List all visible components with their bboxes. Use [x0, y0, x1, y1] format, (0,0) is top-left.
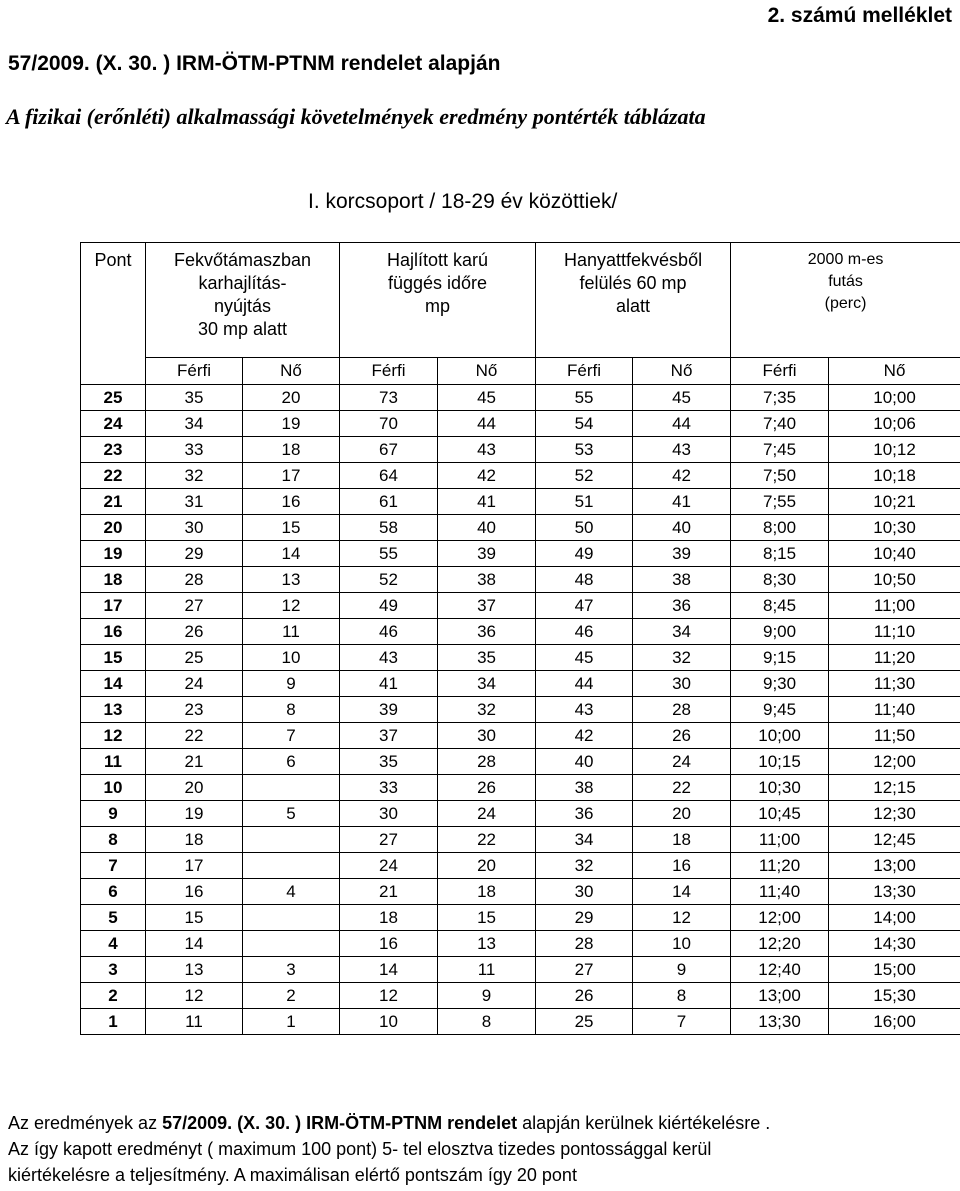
cell-situp-male: 49: [536, 541, 633, 567]
cell-situp-female: 26: [633, 723, 731, 749]
cell-hang-female: 43: [438, 437, 536, 463]
cell-hang-male: 61: [340, 489, 438, 515]
cell-pont: 8: [81, 827, 146, 853]
header-pushup-line: nyújtás: [213, 296, 272, 316]
header-situp-line: Hanyattfekvésből: [564, 250, 703, 270]
cell-pushup-female: 4: [243, 879, 340, 905]
cell-run-female: 10;21: [829, 489, 960, 515]
cell-pushup-female: 8: [243, 697, 340, 723]
cell-run-male: 12;20: [731, 931, 829, 957]
document-title: A fizikai (erőnléti) alkalmassági követelmények eredmény pontérték táblázata: [6, 104, 706, 129]
subheader-female: Nő: [829, 358, 960, 385]
cell-pont: 5: [81, 905, 146, 931]
cell-situp-female: 44: [633, 411, 731, 437]
cell-situp-male: 51: [536, 489, 633, 515]
cell-situp-male: 26: [536, 983, 633, 1009]
cell-hang-male: 35: [340, 749, 438, 775]
cell-situp-female: 43: [633, 437, 731, 463]
cell-hang-male: 70: [340, 411, 438, 437]
cell-pushup-male: 18: [146, 827, 243, 853]
cell-run-female: 11;00: [829, 593, 960, 619]
cell-pushup-female: [243, 853, 340, 879]
header-pont: Pont: [81, 243, 146, 385]
footer-line-2: Az így kapott eredményt ( maximum 100 pont) 5- tel elosztva tizedes pontossággal kerül: [8, 1139, 712, 1159]
header-hang: [340, 243, 536, 358]
cell-hang-female: 40: [438, 515, 536, 541]
cell-pushup-female: 18: [243, 437, 340, 463]
cell-pushup-male: 34: [146, 411, 243, 437]
cell-pushup-female: 20: [243, 385, 340, 411]
cell-hang-female: 24: [438, 801, 536, 827]
header-pushup-line: 30 mp alatt: [197, 319, 288, 339]
cell-pushup-female: 17: [243, 463, 340, 489]
cell-situp-female: 39: [633, 541, 731, 567]
cell-pont: 2: [81, 983, 146, 1009]
table-row: [81, 749, 960, 775]
cell-pushup-female: 12: [243, 593, 340, 619]
cell-situp-female: 14: [633, 879, 731, 905]
cell-hang-male: 18: [340, 905, 438, 931]
cell-run-male: 9;15: [731, 645, 829, 671]
cell-pushup-female: 5: [243, 801, 340, 827]
cell-pushup-male: 29: [146, 541, 243, 567]
cell-situp-male: 48: [536, 567, 633, 593]
cell-hang-male: 21: [340, 879, 438, 905]
table-row: [81, 645, 960, 671]
cell-pushup-male: 15: [146, 905, 243, 931]
table-row: [81, 827, 960, 853]
cell-situp-male: 29: [536, 905, 633, 931]
cell-situp-male: 44: [536, 671, 633, 697]
cell-hang-female: 11: [438, 957, 536, 983]
cell-hang-male: 58: [340, 515, 438, 541]
cell-run-female: 16;00: [829, 1009, 960, 1035]
cell-pushup-male: 28: [146, 567, 243, 593]
cell-pont: 21: [81, 489, 146, 515]
cell-pont: 9: [81, 801, 146, 827]
cell-pushup-female: 14: [243, 541, 340, 567]
header-run-line: 2000 m-es: [807, 251, 884, 268]
cell-pushup-female: [243, 827, 340, 853]
cell-pushup-female: 7: [243, 723, 340, 749]
table-subheader-row: [81, 358, 960, 385]
cell-situp-female: 18: [633, 827, 731, 853]
cell-run-male: 10;45: [731, 801, 829, 827]
cell-run-female: 13;30: [829, 879, 960, 905]
header-run: [731, 243, 960, 358]
footer-line-1: [8, 1110, 958, 1136]
cell-pushup-female: 6: [243, 749, 340, 775]
table-row: [81, 463, 960, 489]
cell-run-male: 7;45: [731, 437, 829, 463]
cell-situp-male: 52: [536, 463, 633, 489]
cell-hang-male: 43: [340, 645, 438, 671]
cell-run-female: 11;50: [829, 723, 960, 749]
cell-situp-male: 28: [536, 931, 633, 957]
cell-run-female: 15;00: [829, 957, 960, 983]
cell-pont: 13: [81, 697, 146, 723]
cell-pont: 4: [81, 931, 146, 957]
cell-hang-male: 73: [340, 385, 438, 411]
cell-run-male: 12;00: [731, 905, 829, 931]
subheader-male: Férfi: [731, 358, 829, 385]
cell-pushup-female: 13: [243, 567, 340, 593]
score-table: [80, 242, 960, 1035]
cell-pushup-female: 10: [243, 645, 340, 671]
cell-hang-female: 36: [438, 619, 536, 645]
table-body: [81, 385, 960, 1035]
cell-pont: 25: [81, 385, 146, 411]
cell-run-male: 10;30: [731, 775, 829, 801]
cell-pont: 14: [81, 671, 146, 697]
table-row: [81, 775, 960, 801]
cell-situp-female: 24: [633, 749, 731, 775]
cell-run-female: 10;30: [829, 515, 960, 541]
table-row: [81, 957, 960, 983]
cell-situp-female: 40: [633, 515, 731, 541]
cell-situp-female: 38: [633, 567, 731, 593]
cell-hang-female: 42: [438, 463, 536, 489]
cell-hang-female: 41: [438, 489, 536, 515]
cell-pont: 20: [81, 515, 146, 541]
table-row: [81, 879, 960, 905]
cell-situp-male: 45: [536, 645, 633, 671]
cell-pushup-male: 21: [146, 749, 243, 775]
cell-run-female: 14;00: [829, 905, 960, 931]
cell-situp-female: 10: [633, 931, 731, 957]
subheader-male: Férfi: [146, 358, 243, 385]
cell-hang-male: 37: [340, 723, 438, 749]
cell-situp-female: 22: [633, 775, 731, 801]
cell-hang-male: 12: [340, 983, 438, 1009]
cell-pont: 18: [81, 567, 146, 593]
cell-pushup-female: 15: [243, 515, 340, 541]
cell-pont: 7: [81, 853, 146, 879]
cell-hang-male: 30: [340, 801, 438, 827]
table-row: [81, 489, 960, 515]
cell-run-male: 7;50: [731, 463, 829, 489]
cell-situp-male: 53: [536, 437, 633, 463]
cell-hang-female: 26: [438, 775, 536, 801]
cell-situp-female: 12: [633, 905, 731, 931]
cell-situp-female: 20: [633, 801, 731, 827]
cell-hang-male: 64: [340, 463, 438, 489]
cell-pushup-male: 20: [146, 775, 243, 801]
cell-situp-female: 9: [633, 957, 731, 983]
cell-situp-male: 40: [536, 749, 633, 775]
cell-situp-male: 30: [536, 879, 633, 905]
table-row: [81, 931, 960, 957]
cell-run-male: 11;00: [731, 827, 829, 853]
cell-pushup-female: 16: [243, 489, 340, 515]
cell-hang-male: 67: [340, 437, 438, 463]
cell-situp-male: 46: [536, 619, 633, 645]
header-situp: [536, 243, 731, 358]
header-pushup: [146, 243, 340, 358]
cell-pont: 10: [81, 775, 146, 801]
subheader-male: Férfi: [536, 358, 633, 385]
table-row: [81, 567, 960, 593]
table-row: [81, 853, 960, 879]
cell-situp-female: 45: [633, 385, 731, 411]
table-row: [81, 437, 960, 463]
age-group-heading: I. korcsoport / 18-29 év közöttiek/: [308, 190, 618, 213]
cell-pushup-male: 17: [146, 853, 243, 879]
cell-run-male: 9;45: [731, 697, 829, 723]
cell-hang-female: 13: [438, 931, 536, 957]
cell-hang-male: 33: [340, 775, 438, 801]
cell-run-female: 11;30: [829, 671, 960, 697]
cell-hang-female: 45: [438, 385, 536, 411]
cell-hang-male: 27: [340, 827, 438, 853]
cell-hang-female: 39: [438, 541, 536, 567]
cell-pushup-female: [243, 905, 340, 931]
header-run-line: (perc): [824, 295, 867, 312]
cell-run-female: 12;45: [829, 827, 960, 853]
cell-run-female: 10;50: [829, 567, 960, 593]
cell-run-male: 13;00: [731, 983, 829, 1009]
table-row: [81, 593, 960, 619]
header-hang-line: mp: [425, 296, 451, 316]
footer-line-3: kiértékelésre a teljesítmény. A maximálisan elértő pontszám így 20 pont: [8, 1165, 577, 1185]
decree-reference: 57/2009. (X. 30. ) IRM-ÖTM-PTNM rendelet alapján: [8, 52, 501, 75]
cell-situp-male: 38: [536, 775, 633, 801]
cell-run-male: 8;00: [731, 515, 829, 541]
cell-hang-female: 22: [438, 827, 536, 853]
cell-situp-male: 32: [536, 853, 633, 879]
cell-situp-male: 25: [536, 1009, 633, 1035]
cell-pont: 17: [81, 593, 146, 619]
cell-hang-female: 34: [438, 671, 536, 697]
cell-run-male: 8;15: [731, 541, 829, 567]
cell-situp-female: 34: [633, 619, 731, 645]
cell-situp-female: 36: [633, 593, 731, 619]
cell-run-male: 7;35: [731, 385, 829, 411]
cell-hang-male: 16: [340, 931, 438, 957]
cell-pushup-male: 14: [146, 931, 243, 957]
table-row: [81, 541, 960, 567]
subheader-female: Nő: [438, 358, 536, 385]
cell-run-female: 10;18: [829, 463, 960, 489]
table-row: [81, 411, 960, 437]
cell-run-female: 12;00: [829, 749, 960, 775]
cell-run-male: 8;45: [731, 593, 829, 619]
cell-hang-male: 46: [340, 619, 438, 645]
cell-pont: 22: [81, 463, 146, 489]
cell-pushup-male: 32: [146, 463, 243, 489]
cell-hang-female: 9: [438, 983, 536, 1009]
cell-situp-male: 42: [536, 723, 633, 749]
cell-pont: 15: [81, 645, 146, 671]
footer-line-1-decree: 57/2009. (X. 30. ) IRM-ÖTM-PTNM rendelet: [162, 1113, 518, 1133]
cell-pushup-female: [243, 775, 340, 801]
cell-hang-female: 20: [438, 853, 536, 879]
header-situp-line: alatt: [616, 296, 651, 316]
table-row: [81, 671, 960, 697]
header-pushup-line: Fekvőtámaszban: [173, 250, 312, 270]
cell-pushup-male: 12: [146, 983, 243, 1009]
cell-run-male: 10;00: [731, 723, 829, 749]
cell-hang-male: 14: [340, 957, 438, 983]
subheader-female: Nő: [633, 358, 731, 385]
cell-hang-female: 37: [438, 593, 536, 619]
subheader-female: Nő: [243, 358, 340, 385]
cell-run-female: 13;00: [829, 853, 960, 879]
cell-situp-female: 30: [633, 671, 731, 697]
cell-pont: 11: [81, 749, 146, 775]
cell-run-female: 10;12: [829, 437, 960, 463]
cell-situp-male: 34: [536, 827, 633, 853]
cell-hang-female: 15: [438, 905, 536, 931]
cell-hang-female: 32: [438, 697, 536, 723]
cell-run-female: 11;10: [829, 619, 960, 645]
cell-run-female: 15;30: [829, 983, 960, 1009]
cell-pushup-male: 25: [146, 645, 243, 671]
footer-note: [8, 1110, 958, 1188]
cell-run-male: 9;30: [731, 671, 829, 697]
cell-pont: 1: [81, 1009, 146, 1035]
header-run-line: futás: [828, 273, 863, 290]
cell-run-female: 10;00: [829, 385, 960, 411]
cell-run-male: 7;55: [731, 489, 829, 515]
header-situp-line: felülés 60 mp: [579, 273, 687, 293]
header-pushup-line: karhajlítás-: [198, 273, 287, 293]
cell-situp-female: 41: [633, 489, 731, 515]
cell-hang-female: 8: [438, 1009, 536, 1035]
cell-pont: 16: [81, 619, 146, 645]
cell-pushup-female: 19: [243, 411, 340, 437]
cell-pont: 6: [81, 879, 146, 905]
cell-pushup-female: 1: [243, 1009, 340, 1035]
cell-situp-male: 54: [536, 411, 633, 437]
cell-run-female: 10;06: [829, 411, 960, 437]
cell-situp-male: 43: [536, 697, 633, 723]
cell-hang-male: 24: [340, 853, 438, 879]
cell-pushup-female: 2: [243, 983, 340, 1009]
cell-run-male: 12;40: [731, 957, 829, 983]
cell-situp-female: 16: [633, 853, 731, 879]
cell-run-female: 11;40: [829, 697, 960, 723]
cell-pushup-male: 30: [146, 515, 243, 541]
cell-hang-female: 35: [438, 645, 536, 671]
cell-pont: 3: [81, 957, 146, 983]
annex-label: 2. számú melléklet: [767, 4, 952, 27]
cell-pont: 23: [81, 437, 146, 463]
cell-run-female: 14;30: [829, 931, 960, 957]
cell-run-female: 11;20: [829, 645, 960, 671]
footer-line-1-post: alapján kerülnek kiértékelésre .: [517, 1113, 771, 1133]
cell-pushup-male: 26: [146, 619, 243, 645]
cell-hang-male: 49: [340, 593, 438, 619]
cell-situp-male: 36: [536, 801, 633, 827]
cell-hang-male: 41: [340, 671, 438, 697]
cell-situp-female: 28: [633, 697, 731, 723]
cell-hang-female: 18: [438, 879, 536, 905]
cell-run-female: 10;40: [829, 541, 960, 567]
cell-hang-female: 38: [438, 567, 536, 593]
cell-pushup-female: 3: [243, 957, 340, 983]
table-row: [81, 619, 960, 645]
cell-run-male: 7;40: [731, 411, 829, 437]
cell-pushup-female: [243, 931, 340, 957]
table-header-row: [81, 243, 960, 358]
cell-situp-female: 42: [633, 463, 731, 489]
cell-pont: 24: [81, 411, 146, 437]
table-row: [81, 385, 960, 411]
cell-situp-male: 27: [536, 957, 633, 983]
cell-pushup-male: 27: [146, 593, 243, 619]
table-row: [81, 723, 960, 749]
cell-pushup-male: 16: [146, 879, 243, 905]
cell-hang-female: 44: [438, 411, 536, 437]
cell-hang-male: 39: [340, 697, 438, 723]
cell-pushup-male: 13: [146, 957, 243, 983]
table-row: [81, 801, 960, 827]
cell-hang-female: 30: [438, 723, 536, 749]
cell-hang-male: 10: [340, 1009, 438, 1035]
cell-pushup-male: 19: [146, 801, 243, 827]
cell-situp-female: 7: [633, 1009, 731, 1035]
table-row: [81, 905, 960, 931]
cell-situp-male: 50: [536, 515, 633, 541]
cell-run-female: 12;30: [829, 801, 960, 827]
table-row: [81, 515, 960, 541]
cell-run-male: 11;20: [731, 853, 829, 879]
cell-pushup-male: 33: [146, 437, 243, 463]
cell-run-male: 11;40: [731, 879, 829, 905]
cell-hang-male: 55: [340, 541, 438, 567]
cell-hang-female: 28: [438, 749, 536, 775]
cell-pushup-male: 11: [146, 1009, 243, 1035]
cell-run-male: 9;00: [731, 619, 829, 645]
cell-pushup-male: 24: [146, 671, 243, 697]
cell-run-female: 12;15: [829, 775, 960, 801]
cell-situp-male: 55: [536, 385, 633, 411]
cell-pont: 19: [81, 541, 146, 567]
cell-situp-female: 8: [633, 983, 731, 1009]
cell-pushup-male: 31: [146, 489, 243, 515]
cell-situp-male: 47: [536, 593, 633, 619]
cell-situp-female: 32: [633, 645, 731, 671]
header-hang-line: Hajlított karú: [387, 250, 489, 270]
footer-line-1-pre: Az eredmények az: [8, 1113, 163, 1133]
table-row: [81, 697, 960, 723]
header-hang-line: függés időre: [387, 273, 488, 293]
cell-hang-male: 52: [340, 567, 438, 593]
cell-pushup-female: 9: [243, 671, 340, 697]
cell-pushup-male: 35: [146, 385, 243, 411]
table-row: [81, 1009, 960, 1035]
subheader-male: Férfi: [340, 358, 438, 385]
cell-run-male: 10;15: [731, 749, 829, 775]
cell-pushup-male: 23: [146, 697, 243, 723]
cell-run-male: 8;30: [731, 567, 829, 593]
table-row: [81, 983, 960, 1009]
cell-pushup-male: 22: [146, 723, 243, 749]
cell-pushup-female: 11: [243, 619, 340, 645]
cell-pont: 12: [81, 723, 146, 749]
cell-run-male: 13;30: [731, 1009, 829, 1035]
